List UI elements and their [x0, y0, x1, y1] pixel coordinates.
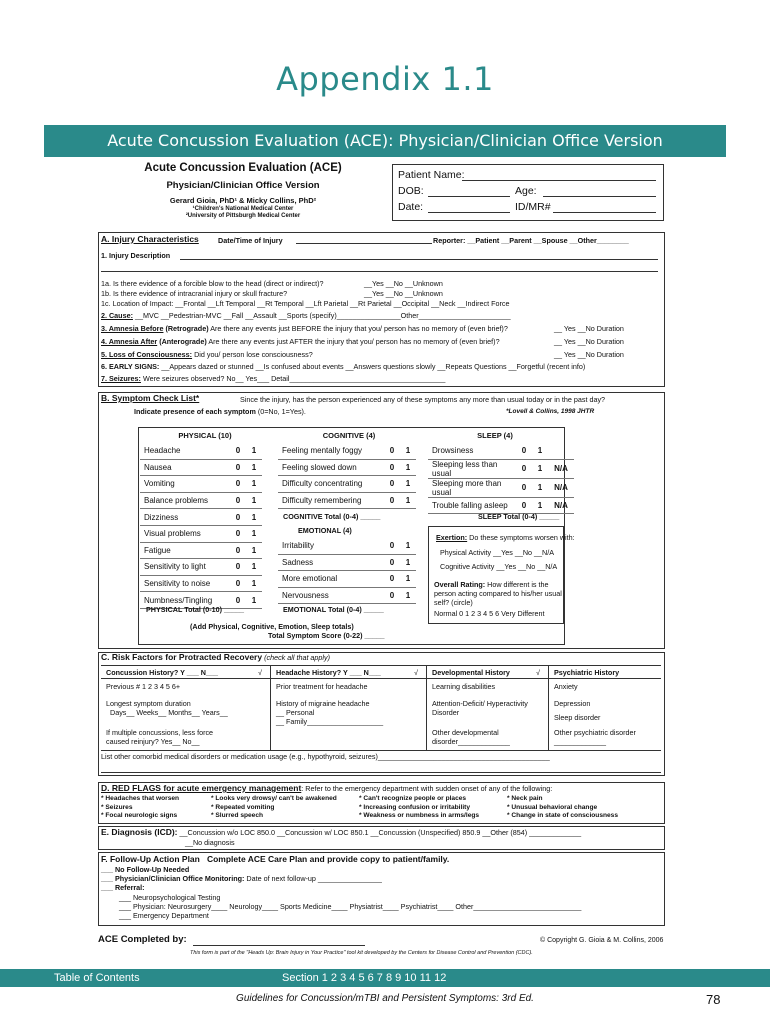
- score-1[interactable]: 1: [532, 459, 548, 478]
- symptom-row: [140, 459, 262, 476]
- date-time-injury: Date/Time of Injury: [218, 236, 283, 245]
- diagnosis-options[interactable]: __Concussion w/o LOC 850.0 __Concussion w/ LOC 850.1 __Concussion (Unspecified) 850.9 __Other (854) _____________: [179, 828, 582, 837]
- dob-label: DOB:: [398, 185, 424, 197]
- q7-seizures[interactable]: Were seizures observed? No__ Yes___ Detail_______________________________________: [142, 374, 446, 383]
- exertion-label: Exertion:: [436, 533, 468, 542]
- neuropsych-testing[interactable]: ___ Neuropsychological Testing: [119, 893, 221, 902]
- score-1[interactable]: 1: [400, 476, 416, 493]
- page-title: Appendix 1.1: [276, 60, 494, 98]
- score-1[interactable]: 1: [246, 509, 262, 526]
- score-na[interactable]: N/A: [548, 459, 574, 478]
- symptom-row: [428, 459, 574, 478]
- form-subtitle: Physician/Clinician Office Version: [166, 180, 320, 191]
- score-1[interactable]: 1: [400, 538, 416, 554]
- score-na[interactable]: N/A: [548, 497, 574, 514]
- q1c[interactable]: 1c. Location of Impact: __Frontal __Lft Temporal __Rt Temporal __Lft Parietal __Rt Parietal __Occipital __Neck __Indirect Force: [101, 299, 510, 308]
- symptom-label: Numbness/Tingling: [140, 592, 230, 609]
- symptom-label: Balance problems: [140, 492, 230, 509]
- no-diagnosis[interactable]: __No diagnosis: [185, 838, 235, 847]
- q6-label: 6. EARLY SIGNS:: [101, 362, 160, 371]
- other-psychiatric[interactable]: Other psychiatric disorder _____________: [554, 728, 636, 746]
- footer-bar: [0, 969, 770, 987]
- physician-referral[interactable]: ___ Physician: Neurosurgery____ Neurology____ Sports Medicine____ Physiatrist____ Psychiatrist____ Other___________________________: [119, 902, 582, 911]
- migraine-family[interactable]: __ Family___________________: [276, 717, 384, 726]
- section-f-heading-2: Complete ACE Care Plan and provide copy to patient/family.: [206, 854, 450, 864]
- section-c-divider-3: [101, 750, 661, 751]
- symptom-row: [278, 476, 416, 493]
- section-c-sub: (check all that apply): [264, 653, 331, 662]
- reporter: Reporter: __Patient __Parent __Spouse __Other________: [433, 236, 629, 245]
- score-0[interactable]: 0: [516, 497, 532, 514]
- q4-answer[interactable]: __ Yes __No Duration: [554, 337, 624, 346]
- completed-by-label: ACE Completed by:: [98, 934, 187, 945]
- symptom-row: [140, 443, 262, 459]
- q1a: 1a. Is there evidence of a forcible blow to the head (direct or indirect)?: [101, 279, 324, 288]
- q4-question: Are there any events just AFTER the injury that you/ person has no memory of (even brief)?: [208, 337, 500, 346]
- banner: Acute Concussion Evaluation (ACE): Physician/Clinician Office Version: [44, 125, 726, 157]
- score-1[interactable]: 1: [400, 554, 416, 571]
- score-0[interactable]: 0: [384, 476, 400, 493]
- symptom-label: Sleeping more than usual: [428, 478, 516, 497]
- section-c-divider: [101, 665, 661, 666]
- score-1[interactable]: 1: [532, 443, 548, 459]
- date-line[interactable]: [428, 212, 510, 213]
- symptom-row: [278, 587, 416, 604]
- q7-label: 7. Seizures:: [101, 374, 141, 383]
- score-1[interactable]: 1: [246, 525, 262, 542]
- red-flag-item: * Focal neurologic signs: [101, 812, 178, 819]
- red-flag-item: * Looks very drowsy/ can't be awakened: [211, 795, 337, 802]
- idmr-label: ID/MR#: [515, 201, 551, 213]
- symptom-row: [140, 542, 262, 559]
- copyright: © Copyright G. Gioia & M. Collins, 2006: [540, 937, 664, 944]
- score-1[interactable]: 1: [246, 492, 262, 509]
- affiliation-2: ²University of Pittsburgh Medical Center: [185, 213, 301, 219]
- q1b: 1b. Is there evidence of intracranial injury or skull fracture?: [101, 289, 288, 298]
- check-3[interactable]: √: [536, 668, 540, 677]
- indicate-scale: (0=No, 1=Yes).: [257, 407, 306, 416]
- symptom-label: Feeling slowed down: [278, 459, 384, 476]
- exertion-text: Do these symptoms worsen with:: [469, 533, 575, 542]
- symptom-label: Feeling mentally foggy: [278, 443, 384, 459]
- learning-disabilities[interactable]: Learning disabilities: [432, 682, 496, 691]
- affiliation-1: ¹Children's National Medical Center: [192, 206, 294, 212]
- check-2[interactable]: √: [414, 668, 418, 677]
- symptom-label: More emotional: [278, 571, 384, 588]
- referral[interactable]: ___ Referral:: [101, 883, 145, 892]
- symptom-label: Sensitivity to noise: [140, 575, 230, 592]
- score-0[interactable]: 0: [230, 559, 246, 576]
- score-0[interactable]: 0: [384, 459, 400, 476]
- multiple-concussions: If multiple concussions, less force: [106, 728, 214, 737]
- symptom-row: [428, 478, 574, 497]
- developmental-history: Developmental History: [432, 668, 510, 677]
- psychiatric-history: Psychiatric History: [554, 668, 620, 677]
- completed-by-line[interactable]: [193, 945, 365, 946]
- longest-duration: Longest symptom duration: [106, 699, 191, 708]
- date-time-line[interactable]: [296, 243, 432, 244]
- emotional-header: EMOTIONAL (4): [298, 526, 352, 535]
- no-follow-up[interactable]: ___ No Follow-Up Needed: [101, 865, 190, 874]
- score-na[interactable]: N/A: [548, 478, 574, 497]
- q3-question: Are there any events just BEFORE the injury that you/ person has no memory of (even brief)?: [210, 324, 508, 333]
- symptom-label: Trouble falling asleep: [428, 497, 516, 514]
- page-number: 78: [706, 992, 721, 1007]
- q3-label: 3. Amnesia Before: [101, 324, 164, 333]
- score-1[interactable]: 1: [246, 443, 262, 459]
- symptom-label: Nervousness: [278, 587, 384, 604]
- dob-line[interactable]: [428, 196, 510, 197]
- q4-sub: (Anterograde): [159, 337, 207, 346]
- age-line[interactable]: [543, 196, 656, 197]
- score-0[interactable]: 0: [384, 443, 400, 459]
- adhd[interactable]: Attention-Deficit/ Hyperactivity Disorder: [432, 699, 528, 717]
- authors: Gerard Gioia, PhD¹ & Micky Collins, PhD²: [169, 196, 317, 205]
- score-1[interactable]: 1: [246, 592, 262, 609]
- sleep-header: SLEEP (4): [477, 431, 513, 440]
- injury-description: 1. Injury Description: [101, 251, 171, 260]
- symptom-row: [278, 538, 416, 554]
- red-flag-item: * Change in state of consciousness: [507, 812, 619, 819]
- symptom-row: [278, 459, 416, 476]
- section-c-divider-2: [101, 678, 661, 679]
- symptom-row: [278, 571, 416, 588]
- score-0[interactable]: 0: [230, 525, 246, 542]
- patient-name-line[interactable]: [462, 180, 656, 181]
- score-na-empty: [548, 443, 574, 459]
- score-1[interactable]: 1: [532, 497, 548, 514]
- score-0[interactable]: 0: [230, 476, 246, 493]
- red-flag-item: * Unusual behavioral change: [507, 803, 598, 811]
- symptom-label: Sleeping less than usual: [428, 459, 516, 478]
- score-1[interactable]: 1: [400, 571, 416, 588]
- symptom-label: Sensitivity to light: [140, 559, 230, 576]
- sleep-total[interactable]: SLEEP Total (0-4) _____: [478, 512, 560, 521]
- score-0[interactable]: 0: [384, 492, 400, 509]
- check-1[interactable]: √: [258, 668, 262, 677]
- score-0[interactable]: 0: [230, 509, 246, 526]
- q2-cause[interactable]: __MVC __Pedestrian-MVC __Fall __Assault __Sports (specify)________________Other_______________________: [134, 311, 511, 320]
- duration-options[interactable]: Days__ Weeks__ Months__ Years__: [110, 708, 228, 717]
- red-flag-item: * Slurred speech: [211, 812, 264, 819]
- q5-answer[interactable]: __ Yes __No Duration: [554, 350, 624, 359]
- q5-label: 5. Loss of Consciousness:: [101, 350, 193, 359]
- red-flag-item: * Weakness or numbness in arms/legs: [359, 812, 480, 819]
- q1b-answer[interactable]: __Yes __No __Unknown: [364, 289, 443, 298]
- q1a-answer[interactable]: __Yes __No __Unknown: [364, 279, 443, 288]
- score-0[interactable]: 0: [230, 459, 246, 476]
- form-title: Acute Concussion Evaluation (ACE): [144, 162, 342, 174]
- score-0[interactable]: 0: [384, 554, 400, 571]
- score-0[interactable]: 0: [516, 443, 532, 459]
- physical-activity[interactable]: Physical Activity __Yes __No __N/A: [440, 548, 554, 557]
- symptom-label: Difficulty concentrating: [278, 476, 384, 493]
- total-symptom-score[interactable]: Total Symptom Score (0-22) _____: [268, 631, 385, 640]
- overall-scale[interactable]: Normal 0 1 2 3 4 5 6 Very Different: [434, 609, 545, 618]
- guidelines-footer: Guidelines for Concussion/mTBI and Persistent Symptoms: 3rd Ed.: [236, 993, 534, 1004]
- score-1[interactable]: 1: [246, 575, 262, 592]
- q3-answer[interactable]: __ Yes __No Duration: [554, 324, 624, 333]
- concussion-history[interactable]: Concussion History? Y ___ N___: [106, 668, 218, 677]
- cognitive-column: [278, 443, 416, 509]
- lovell-reference: *Lovell & Collins, 1998 JHTR: [506, 408, 595, 415]
- red-flag-item: * Repeated vomiting: [211, 803, 275, 811]
- red-flag-item: * Increasing confusion or irritability: [359, 803, 471, 811]
- red-flag-item: * Neck pain: [507, 795, 543, 802]
- date-label: Date:: [398, 201, 424, 213]
- symptom-row: [140, 492, 262, 509]
- section-nav[interactable]: Section 1 2 3 4 5 6 7 8 9 10 11 12: [282, 972, 447, 984]
- age-label: Age:: [515, 185, 537, 197]
- score-1[interactable]: 1: [400, 587, 416, 604]
- symptom-label: Nausea: [140, 459, 230, 476]
- emergency-department[interactable]: ___ Emergency Department: [119, 911, 209, 920]
- score-0[interactable]: 0: [384, 587, 400, 604]
- section-f-heading: F. Follow-Up Action Plan: [101, 854, 200, 864]
- headache-history[interactable]: Headache History? Y ___ N___: [276, 668, 381, 677]
- sleep-disorder[interactable]: Sleep disorder: [554, 713, 601, 722]
- overall-text: How different is the person acting compared to his/her usual self? (circle): [434, 580, 562, 607]
- score-0[interactable]: 0: [384, 538, 400, 554]
- symptom-row: [278, 492, 416, 509]
- migraine-personal[interactable]: __ Personal: [276, 708, 315, 717]
- symptom-row: [428, 443, 574, 459]
- reinjury[interactable]: caused reinjury? Yes__ No__: [106, 737, 200, 746]
- symptom-row: [140, 559, 262, 576]
- office-monitoring[interactable]: ___ Physician/Clinician Office Monitoring:: [101, 874, 245, 883]
- sleep-column: [428, 443, 574, 514]
- other-developmental[interactable]: Other developmental disorder_____________: [432, 728, 510, 746]
- symptom-row: [278, 443, 416, 459]
- cognitive-total[interactable]: COGNITIVE Total (0-4) _____: [283, 512, 381, 521]
- indicate-symptom: Indicate presence of each symptom: [134, 407, 256, 416]
- section-b-heading: B. Symptom Check List*: [101, 393, 200, 403]
- section-a-heading: A. Injury Characteristics: [101, 234, 199, 244]
- prior-treatment[interactable]: Prior treatment for headache: [276, 682, 368, 691]
- patient-name-label: Patient Name:: [398, 169, 465, 181]
- section-d-heading: D. RED FLAGS for acute emergency management: [101, 783, 302, 793]
- col-divider-3: [548, 665, 549, 750]
- next-follow-up[interactable]: Date of next follow-up ________________: [246, 874, 382, 883]
- anxiety[interactable]: Anxiety: [554, 682, 578, 691]
- q2-label: 2. Cause:: [101, 311, 133, 320]
- score-1[interactable]: 1: [532, 478, 548, 497]
- section-e-heading: E. Diagnosis (ICD):: [101, 827, 178, 837]
- score-0[interactable]: 0: [230, 492, 246, 509]
- table-of-contents-link[interactable]: Table of Contents: [54, 972, 140, 984]
- idmr-line[interactable]: [553, 212, 656, 213]
- physical-total[interactable]: PHYSICAL Total (0-10) _____: [146, 605, 244, 614]
- injury-description-line-2[interactable]: [101, 271, 658, 272]
- symptom-label: Irritability: [278, 538, 384, 554]
- score-0[interactable]: 0: [230, 443, 246, 459]
- comorbid-line[interactable]: [101, 772, 661, 773]
- comorbid-list[interactable]: List other comorbid medical disorders or medication usage (e.g., hypothyroid, seizures)___________________________________________: [101, 752, 550, 761]
- red-flag-item: * Seizures: [101, 803, 133, 811]
- score-1[interactable]: 1: [246, 542, 262, 559]
- score-0[interactable]: 0: [516, 478, 532, 497]
- symptom-row: [140, 575, 262, 592]
- toolkit-note: This form is part of the "Heads Up: Brain Injury in Your Practice" tool kit developed by the Centers for Disease Control and Prevention (CDC).: [190, 950, 533, 956]
- q3-sub: (Retrograde): [165, 324, 209, 333]
- symptom-label: Dizziness: [140, 509, 230, 526]
- migraine-history[interactable]: History of migraine headache: [276, 699, 370, 708]
- score-1[interactable]: 1: [400, 492, 416, 509]
- symptom-label: Sadness: [278, 554, 384, 571]
- col-divider-1: [270, 665, 271, 750]
- score-0[interactable]: 0: [384, 571, 400, 588]
- depression[interactable]: Depression: [554, 699, 591, 708]
- emotional-column: [278, 538, 416, 604]
- physical-column: [140, 443, 262, 609]
- score-0[interactable]: 0: [230, 575, 246, 592]
- symptom-label: Vomiting: [140, 476, 230, 493]
- score-0[interactable]: 0: [516, 459, 532, 478]
- score-1[interactable]: 1: [246, 559, 262, 576]
- section-d-text: : Refer to the emergency department with sudden onset of any of the following:: [301, 784, 553, 793]
- symptom-label: Headache: [140, 443, 230, 459]
- symptom-label: Visual problems: [140, 525, 230, 542]
- q5-question: Did you/ person lose consciousness?: [194, 350, 313, 359]
- cognitive-header: COGNITIVE (4): [322, 431, 376, 440]
- symptom-row: [140, 525, 262, 542]
- overall-label: Overall Rating:: [434, 580, 486, 589]
- score-0[interactable]: 0: [230, 542, 246, 559]
- col-divider-2: [426, 665, 427, 750]
- symptom-row: [140, 509, 262, 526]
- symptom-label: Drowsiness: [428, 443, 516, 459]
- cognitive-activity[interactable]: Cognitive Activity __Yes __No __N/A: [440, 562, 558, 571]
- symptom-row: [140, 476, 262, 493]
- symptom-label: Difficulty remembering: [278, 492, 384, 509]
- red-flag-item: * Headaches that worsen: [101, 795, 180, 802]
- score-1[interactable]: 1: [246, 459, 262, 476]
- symptom-label: Fatigue: [140, 542, 230, 559]
- score-1[interactable]: 1: [400, 459, 416, 476]
- q6-signs[interactable]: __Appears dazed or stunned __Is confused about events __Answers questions slowly __Repeats Questions __Forgetful (recent info): [161, 362, 586, 371]
- score-1[interactable]: 1: [400, 443, 416, 459]
- red-flag-item: * Can't recognize people or places: [359, 795, 467, 802]
- section-c-heading: C. Risk Factors for Protracted Recovery: [101, 652, 263, 662]
- score-0[interactable]: 0: [230, 592, 246, 609]
- symptom-row: [278, 554, 416, 571]
- section-b-intro: Since the injury, has the person experienced any of these symptoms any more than usual today or in the past day?: [240, 395, 606, 404]
- physical-header: PHYSICAL (10): [178, 431, 232, 440]
- add-totals-note: (Add Physical, Cognitive, Emotion, Sleep totals): [190, 622, 354, 631]
- emotional-total[interactable]: EMOTIONAL Total (0-4) _____: [283, 605, 384, 614]
- score-1[interactable]: 1: [246, 476, 262, 493]
- q4-label: 4. Amnesia After: [101, 337, 158, 346]
- previous-count[interactable]: Previous # 1 2 3 4 5 6+: [106, 682, 181, 691]
- injury-description-line[interactable]: [180, 259, 658, 260]
